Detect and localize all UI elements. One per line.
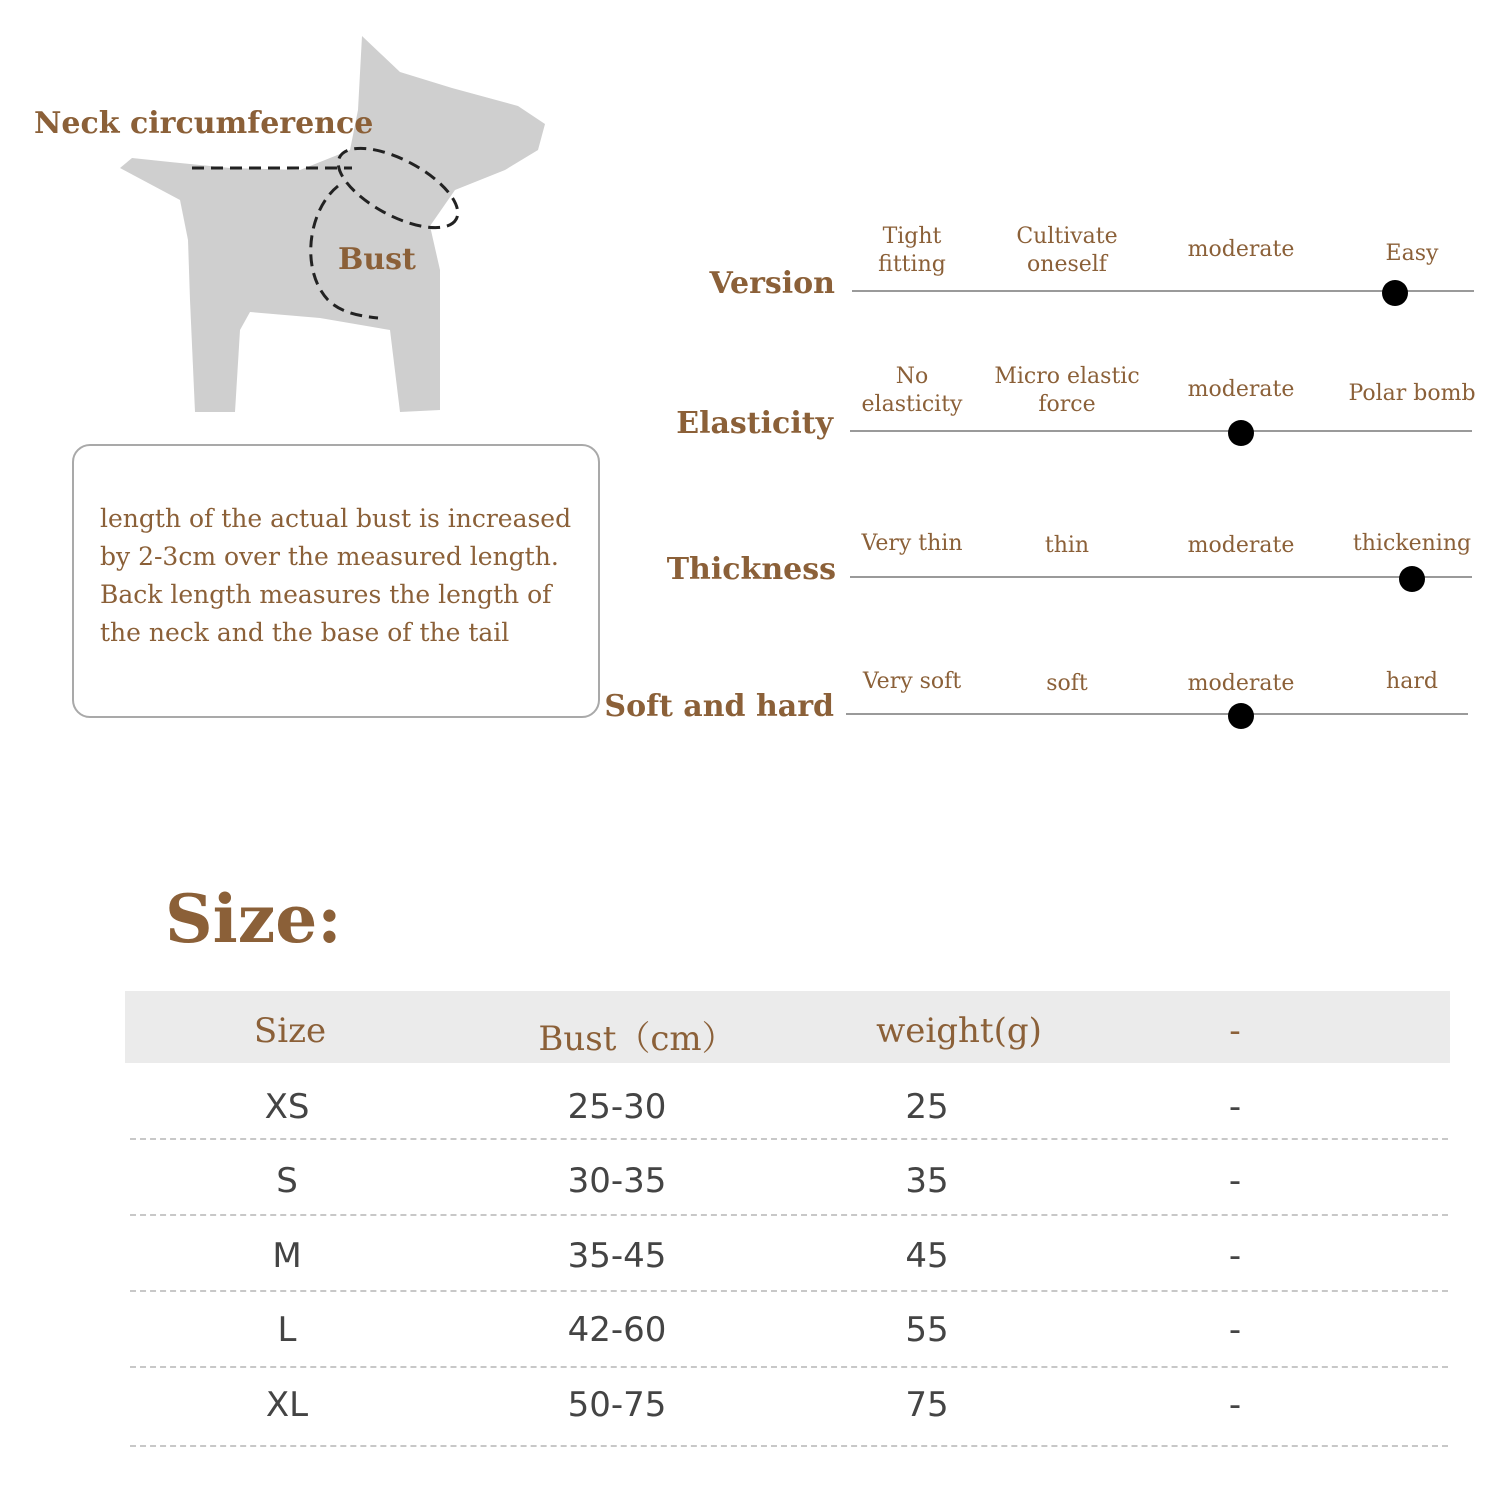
scale-option: thickening [1352,531,1472,556]
size-cell: L [277,1310,297,1350]
scale-marker-thickness [1399,566,1425,592]
note-text: length of the actual bust is increased by 2-3cm over the measured length. Back length measures the length of the neck and the base of the tail [100,504,572,647]
scale-marker-soft-and-hard [1228,703,1254,729]
dog-silhouette [120,36,545,412]
column-header-weight: weight(g) [876,1011,1042,1051]
column-header-size: Size [253,1011,327,1051]
scale-title-version: Version [709,266,835,301]
scale-option: Easy [1385,241,1439,266]
row-separator [130,1366,1448,1368]
scale-line-thickness [850,576,1472,578]
row-separator [130,1290,1448,1292]
weight-cell: 25 [905,1087,949,1127]
scale-title-elasticity: Elasticity [676,406,833,441]
scale-option: soft [1046,671,1088,696]
scale-line-elasticity [850,430,1472,432]
scale-title-thickness: Thickness [666,552,836,587]
scale-option: moderate [1187,533,1295,558]
blank-cell: - [1228,1310,1242,1350]
weight-cell: 75 [905,1385,949,1425]
scale-option: thin [1044,533,1090,558]
size-cell: S [276,1161,298,1201]
blank-cell: - [1228,1385,1242,1425]
scale-option: Very soft [862,669,962,694]
size-cell: XS [264,1087,310,1127]
bust-cell: 30-35 [567,1161,667,1201]
blank-cell: - [1228,1161,1242,1201]
scale-line-soft-and-hard [846,713,1468,715]
scale-option: Micro elastic force [994,364,1140,417]
scale-line-version [852,290,1474,292]
scale-option: Tight fitting [878,224,946,277]
bust-cell: 25-30 [567,1087,667,1127]
blank-cell: - [1228,1087,1242,1127]
bust-cell: 35-45 [567,1236,667,1276]
bust-cell: 42-60 [567,1310,667,1350]
scale-option: hard [1386,669,1438,694]
row-separator [130,1214,1448,1216]
scale-option: moderate [1187,377,1295,402]
size-heading: Size: [165,880,342,958]
scale-option: No elasticity [861,364,963,417]
scale-option: moderate [1187,671,1295,696]
weight-cell: 55 [905,1310,949,1350]
column-header-blank: - [1229,1011,1241,1051]
weight-cell: 35 [905,1161,949,1201]
size-cell: M [272,1236,302,1276]
row-separator [130,1445,1448,1447]
blank-cell: - [1228,1236,1242,1276]
scale-option: moderate [1187,237,1295,262]
size-table-header [125,991,1450,1063]
neck-circumference-label: Neck circumference [34,106,374,141]
scale-marker-elasticity [1228,420,1254,446]
dog-illustration [110,30,560,420]
scale-option: Polar bomb [1348,381,1476,406]
size-cell: XL [265,1385,309,1425]
row-separator [130,1138,1448,1140]
column-header-bust: Bust（cm） [538,1019,736,1059]
scale-marker-version [1382,280,1408,306]
bust-cell: 50-75 [567,1385,667,1425]
weight-cell: 45 [905,1236,949,1276]
scale-title-soft-and-hard: Soft and hard [604,689,834,724]
bust-label: Bust [338,242,416,277]
scale-option: Very thin [861,531,963,556]
scale-option: Cultivate oneself [1016,224,1118,277]
